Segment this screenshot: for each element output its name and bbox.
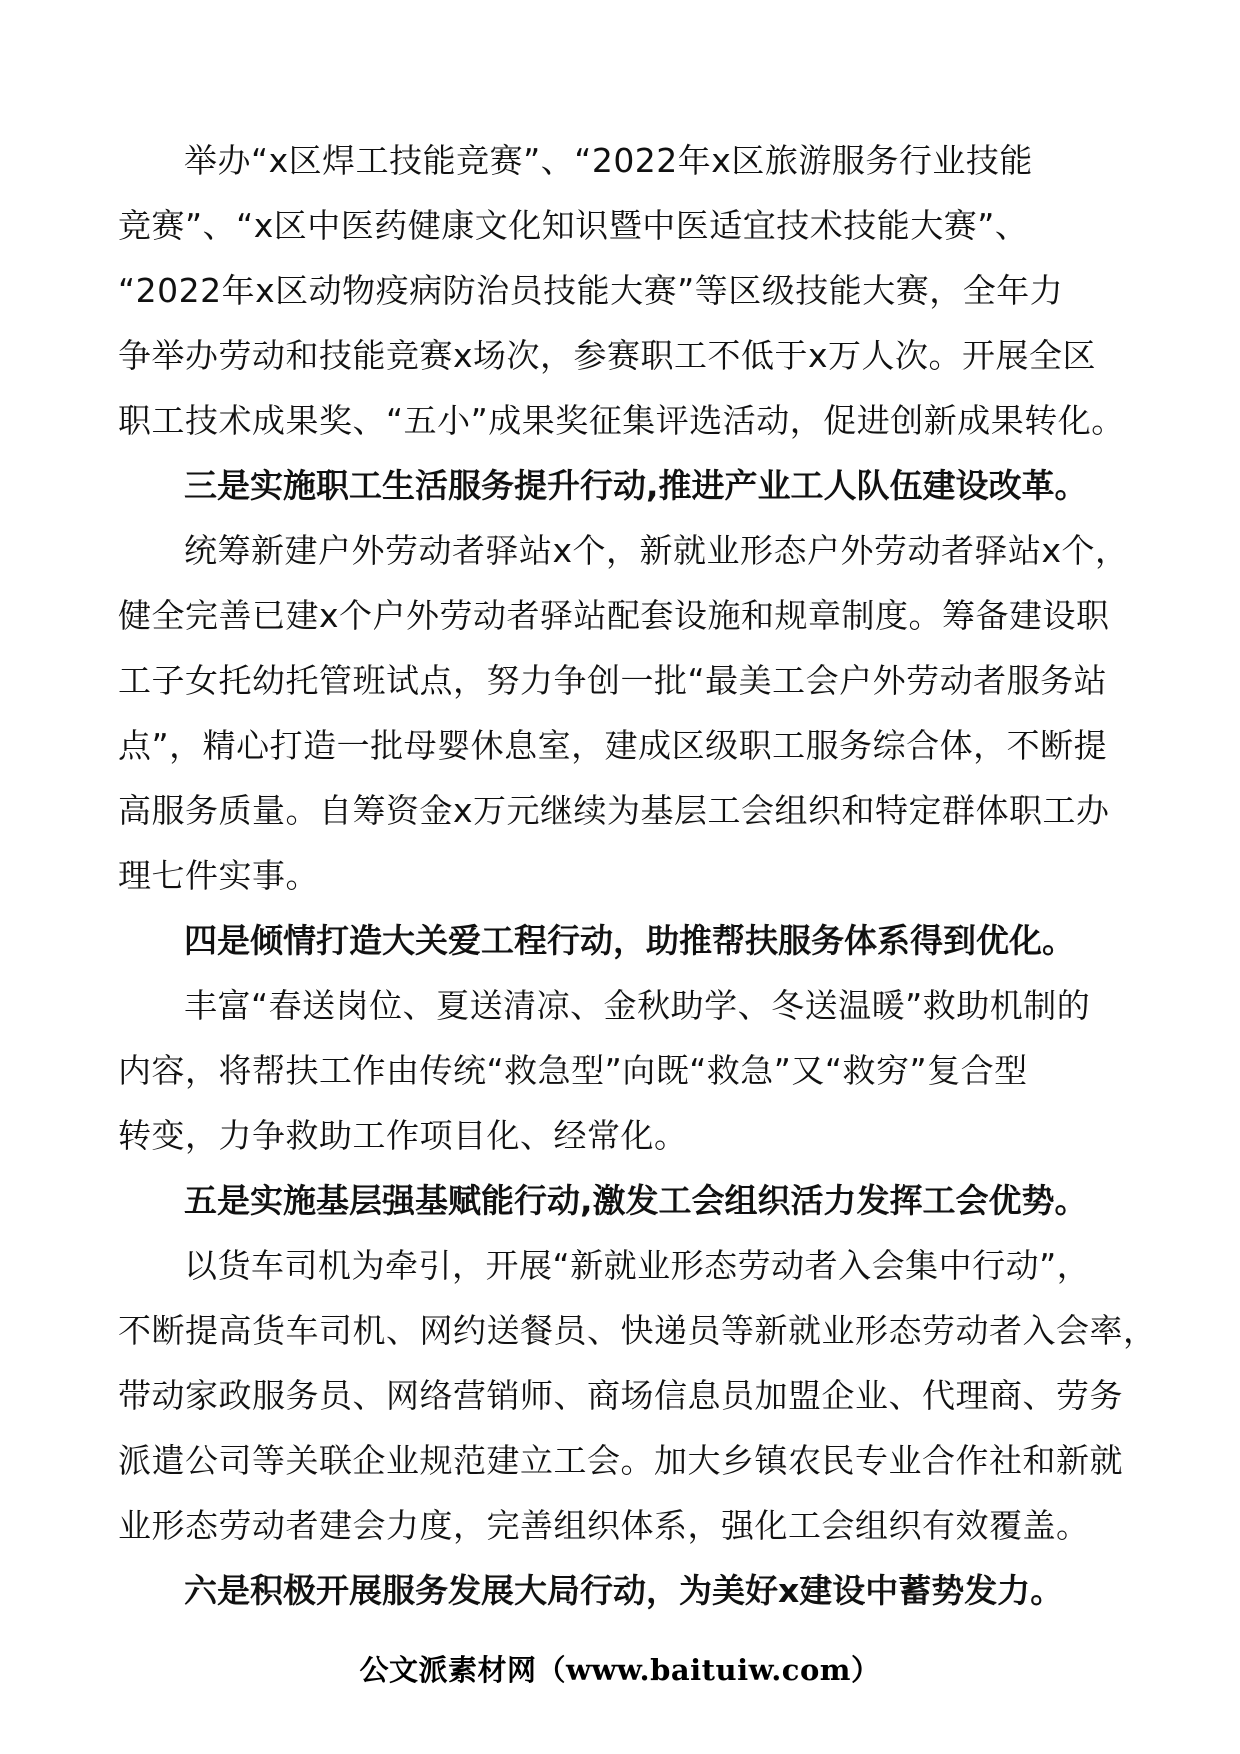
- paragraph-line: 以货车司机为牵引，开展“新就业形态劳动者入会集中行动”，: [184, 1246, 1091, 1285]
- paragraph-line: 健全完善已建x个户外劳动者驿站配套设施和规章制度。筹备建设职: [118, 596, 1110, 635]
- paragraph-line: 丰富“春送岗位、夏送清凉、金秋助学、冬送温暖”救助机制的: [184, 986, 1091, 1025]
- paragraph-line: 举办“x区焊工技能竞赛”、“2022年x区旅游服务行业技能: [184, 141, 1033, 180]
- section-heading: 五是实施基层强基赋能行动,激发工会组织活力发挥工会优势。: [184, 1181, 1088, 1220]
- section-heading: 六是积极开展服务发展大局行动，为美好x建设中蓄势发力。: [184, 1571, 1064, 1610]
- footer-watermark: 公文派素材网（www.baituiw.com）: [359, 1653, 881, 1687]
- paragraph-line: 转变，力争救助工作项目化、经常化。: [118, 1116, 688, 1155]
- paragraph-line: 工子女托幼托管班试点，努力争创一批“最美工会户外劳动者服务站: [118, 661, 1108, 700]
- paragraph-line: 点”，精心打造一批母婴休息室，建成区级职工服务综合体，不断提: [118, 726, 1108, 765]
- paragraph-line: 理七件实事。: [118, 856, 319, 895]
- paragraph-line: 内容，将帮扶工作由传统“救急型”向既“救急”又“救穷”复合型: [118, 1051, 1028, 1090]
- paragraph-line: 职工技术成果奖、“五小”成果奖征集评选活动，促进创新成果转化。: [118, 401, 1125, 440]
- paragraph-line: “2022年x区动物疫病防治员技能大赛”等区级技能大赛，全年力: [118, 271, 1064, 310]
- paragraph-line: 带动家政服务员、网络营销师、商场信息员加盟企业、代理商、劳务: [118, 1376, 1123, 1415]
- document-body: [118, 128, 1157, 1623]
- section-heading: 三是实施职工生活服务提升行动,推进产业工人队伍建设改革。: [184, 466, 1088, 505]
- paragraph-line: 统筹新建户外劳动者驿站x个，新就业形态户外劳动者驿站x个，: [184, 531, 1129, 570]
- paragraph-line: 高服务质量。自筹资金x万元继续为基层工会组织和特定群体职工办: [118, 791, 1110, 830]
- paragraph-line: 竞赛”、“x区中医药健康文化知识暨中医适宜技术技能大赛”、: [118, 206, 1029, 245]
- paragraph-line: 争举办劳动和技能竞赛x场次，参赛职工不低于x万人次。开展全区: [118, 336, 1097, 375]
- paragraph-line: 不断提高货车司机、网约送餐员、快递员等新就业形态劳动者入会率，: [118, 1311, 1157, 1350]
- section-heading: 四是倾情打造大关爱工程行动，助推帮扶服务体系得到优化。: [184, 921, 1075, 960]
- paragraph-line: 派遣公司等关联企业规范建立工会。加大乡镇农民专业合作社和新就: [118, 1441, 1123, 1480]
- paragraph-line: 业形态劳动者建会力度，完善组织体系，强化工会组织有效覆盖。: [118, 1506, 1090, 1545]
